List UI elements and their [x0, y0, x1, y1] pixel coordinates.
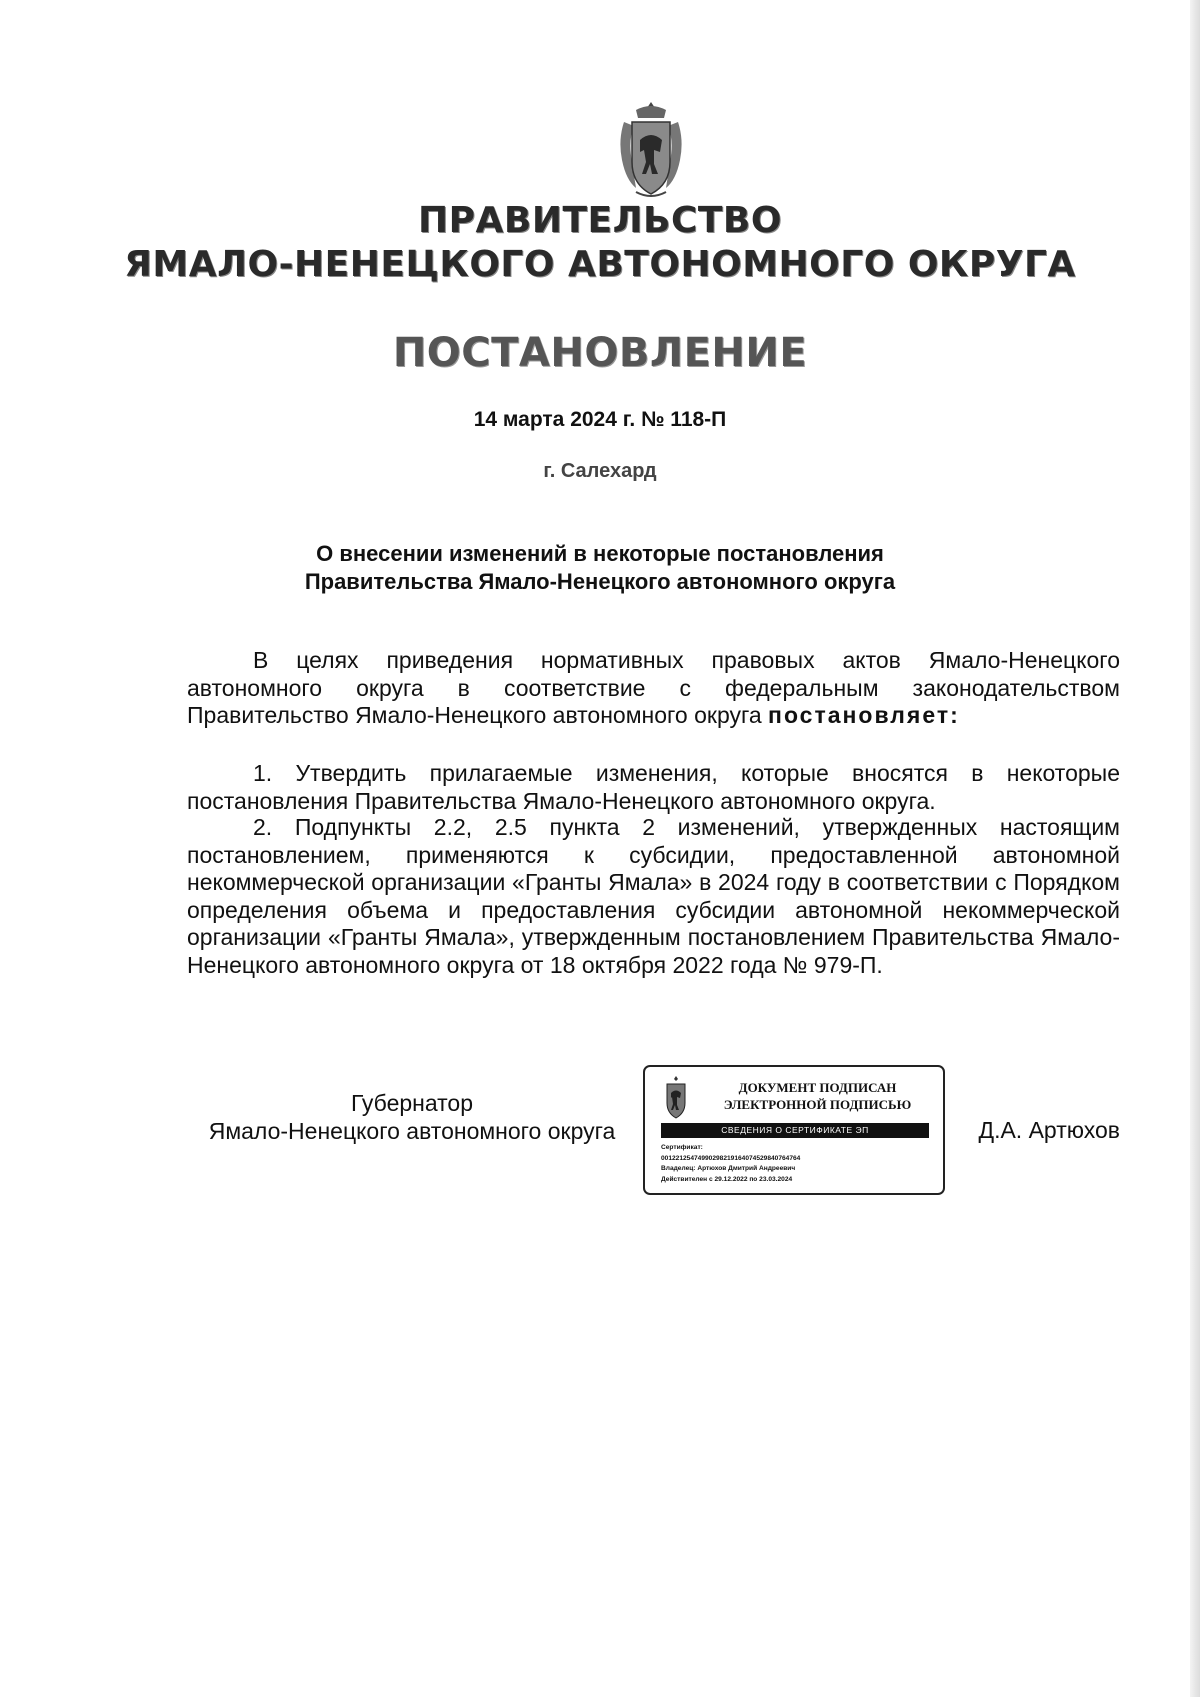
signer-name: Д.А. Артюхов [978, 1117, 1120, 1143]
signer-title-line1: Губернатор [350, 1090, 474, 1116]
document-date-number: 14 марта 2024 г. № 118-П [473, 408, 727, 431]
preamble-keyword: постановляет: [768, 702, 960, 728]
subject-line1: О внесении изменений в некоторые постановления [316, 541, 884, 566]
stamp-validity: Действителен с 29.12.2022 по 23.03.2024 [661, 1175, 793, 1183]
electronic-signature-stamp [643, 1065, 945, 1195]
stamp-heading [705, 1079, 930, 1113]
signer-title [187, 1090, 637, 1145]
government-title-line2: ЯМАЛО-НЕНЕЦКОГО АВТОНОМНОГО ОКРУГА [124, 244, 1076, 285]
government-title-line1: ПРАВИТЕЛЬСТВО [418, 200, 782, 241]
stamp-cert-value: 00122125474990298219164074529840764764 [661, 1154, 801, 1162]
stamp-heading-line2: ЭЛЕКТРОННОЙ ПОДПИСЬЮ [723, 1097, 912, 1112]
preamble-text: В целях приведения нормативных правовых актов Ямало-Ненецкого автономного округа в соответствие с федеральным законодательством Правительство Ямало-Ненецкого автономного округа [187, 647, 1120, 728]
item-1-paragraph: 1. Утвердить прилагаемые изменения, которые вносятся в некоторые постановления Правительства Ямало-Ненецкого автономного округа. [187, 760, 1120, 814]
item-2-paragraph: 2. Подпункты 2.2, 2.5 пункта 2 изменений, утвержденных настоящим постановлением, применяются к субсидии, предоставленной автономной некоммерческой организации «Гранты Ямала» в 2024 году в соответствии с Порядком определения объема и предоставления субсидии автономной некоммерческой организации «Гранты Ямала», утвержденным постановлением Правительства Ямало-Ненецкого автономного округа от 18 октября 2022 года № 979-П. [187, 814, 1120, 978]
signer-title-line2: Ямало-Ненецкого автономного округа [208, 1117, 616, 1144]
document-subject [0, 540, 1200, 596]
document-type: ПОСТАНОВЛЕНИЕ [392, 330, 808, 376]
preamble-paragraph [187, 647, 1120, 730]
subject-line2: Правительства Ямало-Ненецкого автономного округа [304, 569, 896, 594]
stamp-heading-line1: ДОКУМЕНТ ПОДПИСАН [738, 1080, 897, 1095]
stamp-owner: Владелец: Артюхов Дмитрий Андреевич [661, 1165, 796, 1172]
coat-of-arms-icon [614, 100, 688, 200]
document-city: г. Салехард [543, 460, 657, 482]
stamp-cert-label: Сертификат: [661, 1144, 703, 1151]
stamp-certificate-info [661, 1143, 936, 1185]
stamp-emblem-icon [663, 1075, 689, 1119]
stamp-certificate-bar: СВЕДЕНИЯ О СЕРТИФИКАТЕ ЭП [661, 1123, 929, 1138]
